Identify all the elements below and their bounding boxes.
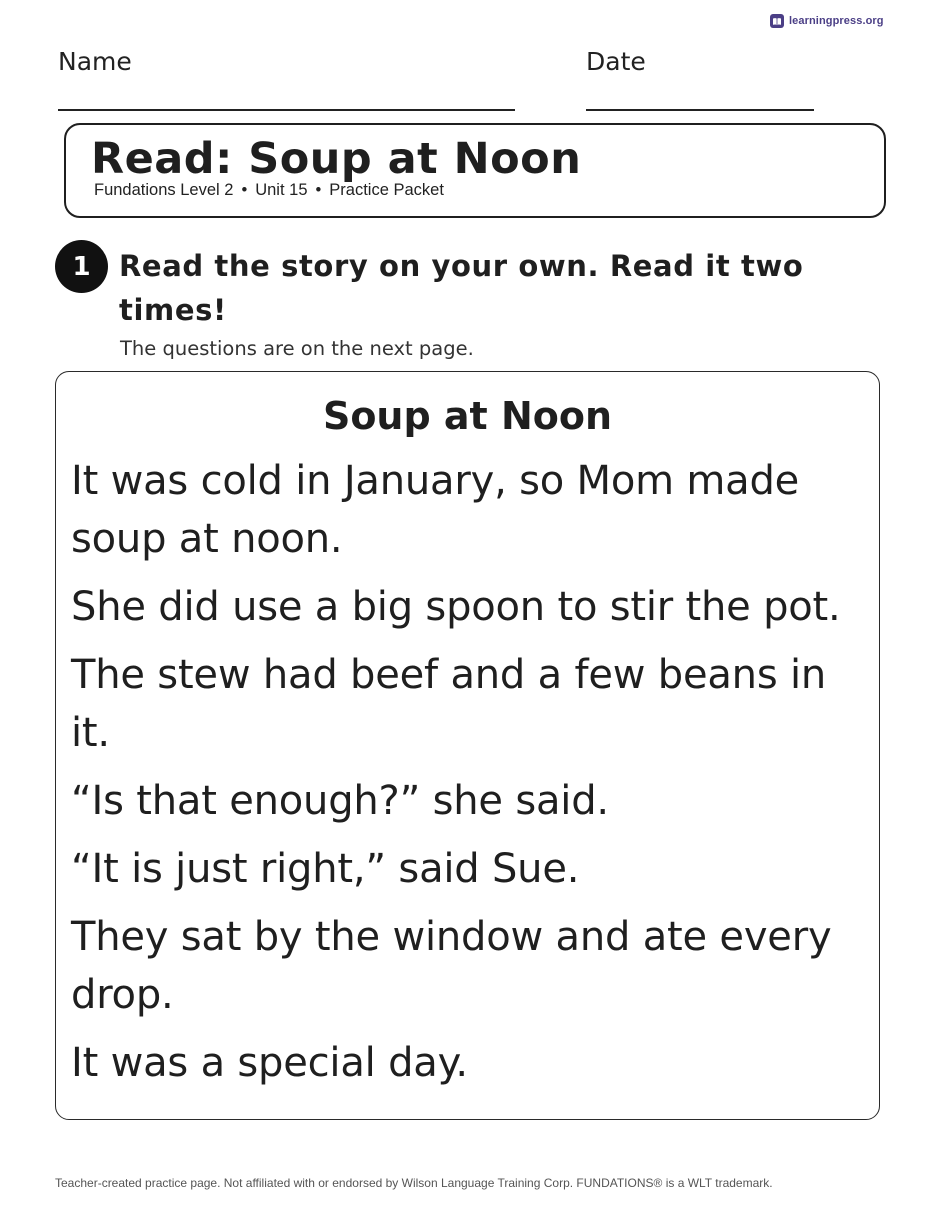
brand-text: learningpress.org: [789, 15, 884, 27]
story-title: Soup at Noon: [322, 394, 613, 438]
story-line: “Is that enough?” she said.: [71, 778, 609, 824]
name-line: [58, 109, 515, 111]
subtitle-unit: Unit 15: [255, 181, 308, 199]
step-number-badge: 1: [55, 240, 108, 293]
subtitle-packet: Practice Packet: [329, 181, 444, 199]
date-line: [586, 109, 814, 111]
brand-logo: [770, 12, 884, 30]
book-icon: [770, 14, 784, 28]
story-line: It was a special day.: [71, 1040, 468, 1086]
story-line: She did use a big spoon to stir the pot.: [71, 584, 841, 630]
story-line: They sat by the window and ate every drop.: [71, 914, 832, 1018]
subtitle-separator: •: [241, 181, 248, 199]
step-note: The questions are on the next page.: [120, 337, 474, 360]
story-lines: [71, 452, 871, 1102]
date-label: Date: [586, 47, 646, 76]
story-box: [55, 371, 880, 1120]
subtitle-level: Fundations Level 2: [94, 181, 234, 199]
title-box: [64, 123, 886, 218]
footer-disclaimer: Teacher-created practice page. Not affiliated with or endorsed by Wilson Language Training Corp. FUNDATIONS® is a WLT trademark.: [55, 1176, 773, 1190]
subtitle: [94, 181, 444, 200]
date-field[interactable]: [586, 47, 816, 113]
step-instruction: Read the story on your own. Read it two times!: [119, 249, 804, 327]
story-line: It was cold in January, so Mom made soup at noon.: [71, 458, 800, 562]
story-line: “It is just right,” said Sue.: [71, 846, 580, 892]
name-field[interactable]: [58, 47, 516, 113]
story-line: The stew had beef and a few beans in it.: [71, 652, 827, 756]
subtitle-separator: •: [315, 181, 322, 199]
name-label: Name: [58, 47, 132, 76]
page-title: Read: Soup at Noon: [91, 134, 582, 184]
